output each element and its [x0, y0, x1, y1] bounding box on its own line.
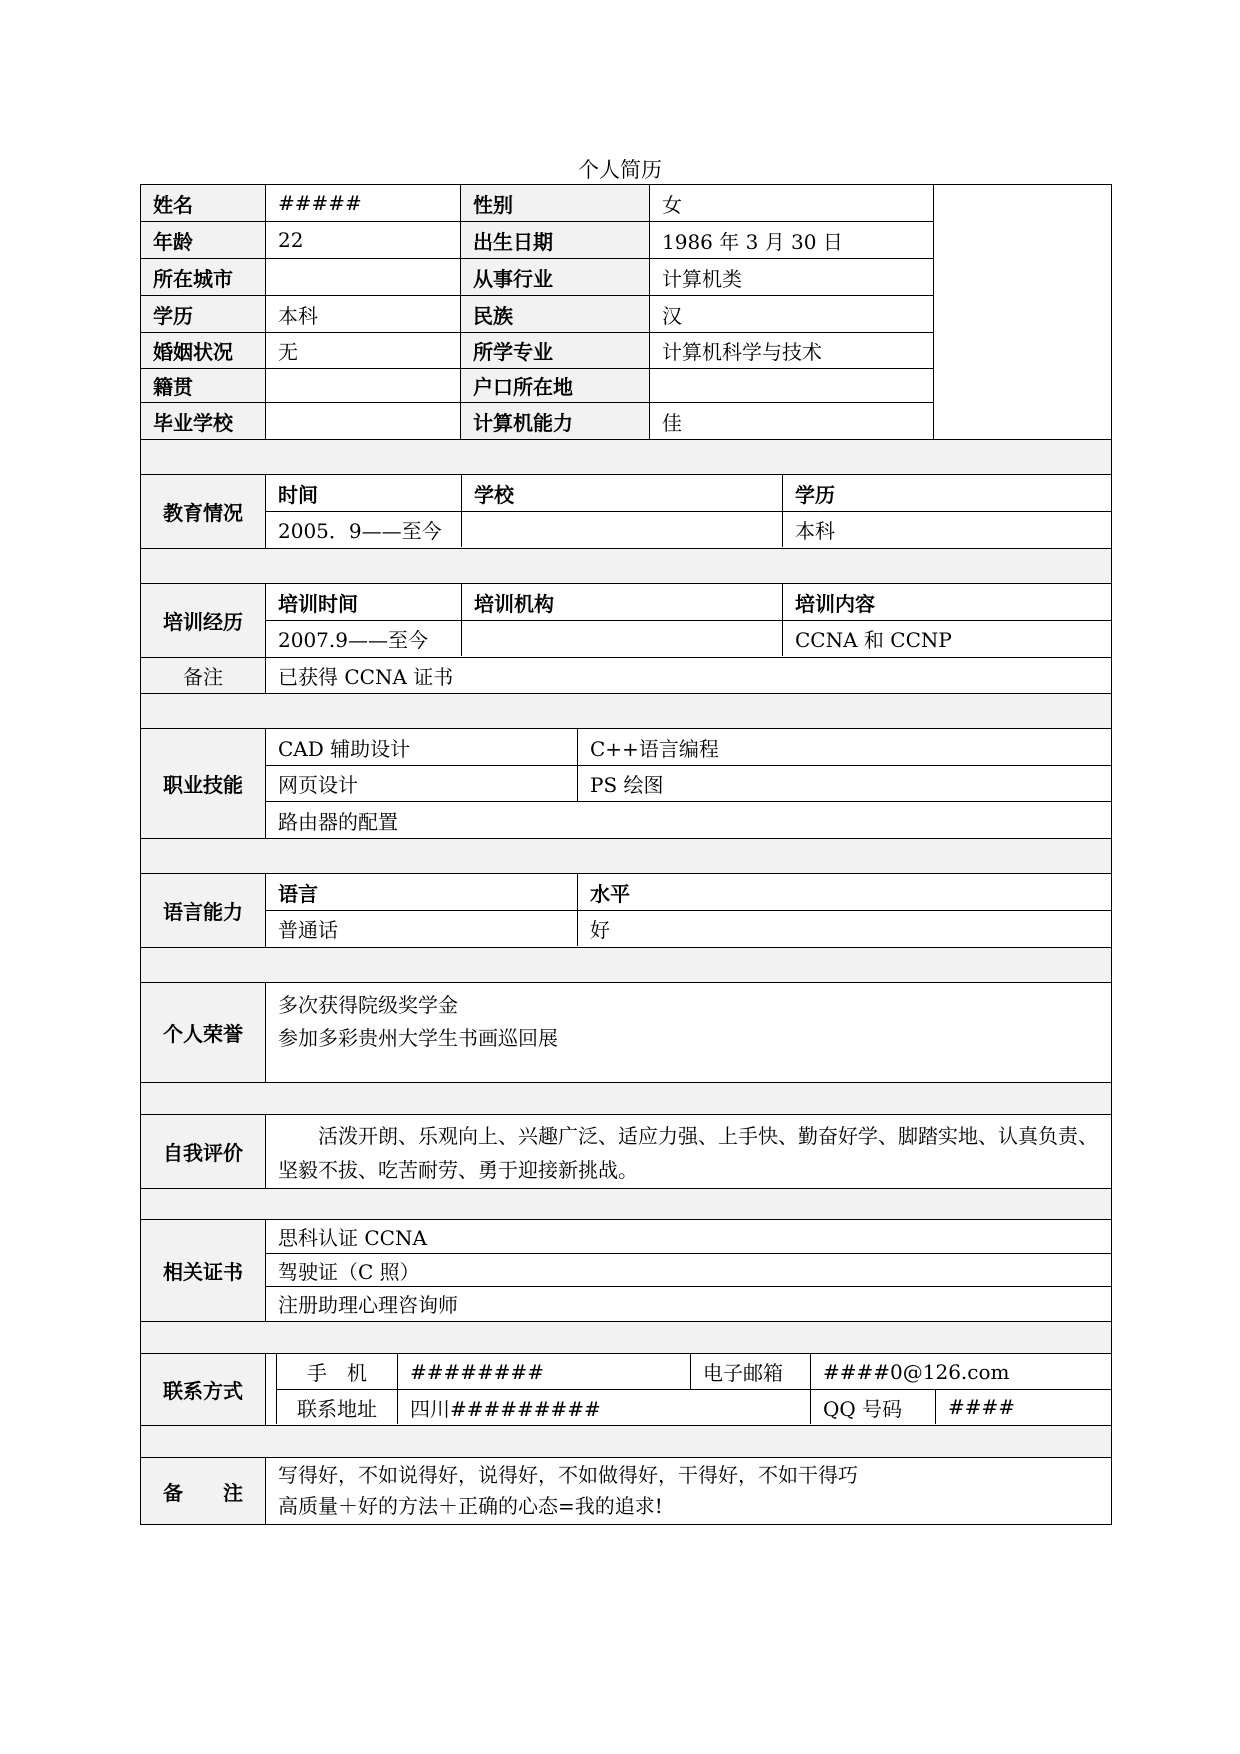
contact-row-address — [276, 1389, 1111, 1424]
language-data-row — [266, 910, 1111, 946]
value-major: 计算机科学与技术 — [649, 333, 933, 368]
cert-row — [266, 1253, 1111, 1286]
education-header-school: 学校 — [461, 475, 782, 511]
spacer-row — [141, 838, 1111, 873]
skills-section — [141, 728, 1111, 838]
language-label: 语言能力 — [141, 874, 265, 947]
self-eval-label: 自我评价 — [141, 1115, 265, 1188]
label-name: 姓名 — [141, 185, 265, 221]
page-title: 个人简历 — [578, 158, 662, 182]
label-birthdate: 出生日期 — [460, 222, 649, 258]
training-label: 培训经历 — [141, 584, 265, 657]
training-org — [461, 621, 782, 656]
skills-label: 职业技能 — [141, 729, 265, 838]
address-value: 四川######### — [397, 1390, 810, 1424]
value-industry: 计算机类 — [649, 259, 933, 295]
language-name: 普通话 — [278, 918, 338, 942]
spacer-row — [141, 1425, 1111, 1457]
cert-row — [266, 1286, 1111, 1319]
cert-item: 注册助理心理咨询师 — [278, 1292, 458, 1317]
label-gender: 性别 — [460, 185, 649, 221]
spacer-row — [141, 693, 1111, 728]
label-city: 所在城市 — [141, 259, 265, 295]
qq-value: #### — [935, 1390, 1111, 1424]
skills-row — [266, 765, 1111, 801]
photo-area — [933, 185, 1111, 439]
spacer-row — [141, 548, 1111, 583]
honor-item: 多次获得院级奖学金 — [278, 993, 458, 1017]
value-ethnicity: 汉 — [649, 296, 933, 332]
training-note-label: 备注 — [141, 658, 265, 693]
certs-section — [141, 1219, 1111, 1321]
training-section — [141, 583, 1111, 657]
basic-row-degree — [141, 295, 933, 332]
value-birthdate: 1986 年 3 月 30 日 — [649, 222, 933, 258]
cert-item: 驾驶证（C 照） — [278, 1259, 420, 1284]
value-computer-skill: 佳 — [649, 403, 933, 439]
cert-item: 思科认证 CCNA — [278, 1226, 427, 1250]
label-hukou: 户口所在地 — [460, 369, 649, 402]
cert-row — [266, 1220, 1111, 1253]
remarks-section — [141, 1457, 1111, 1524]
basic-row-city — [141, 258, 933, 295]
basic-row-school — [141, 402, 933, 439]
skill-item: 网页设计 — [278, 773, 358, 797]
education-school — [461, 512, 782, 547]
spacer-row — [141, 1082, 1111, 1114]
basic-row-name — [141, 185, 933, 221]
language-level: 好 — [577, 911, 1111, 946]
honors-label: 个人荣誉 — [141, 983, 265, 1082]
value-hukou — [649, 369, 933, 402]
remarks-text — [266, 1458, 1111, 1528]
language-header-row — [266, 874, 1111, 910]
label-origin: 籍贯 — [141, 369, 265, 402]
label-degree: 学历 — [141, 296, 265, 332]
training-header-time: 培训时间 — [278, 591, 358, 616]
basic-row-age — [141, 221, 933, 258]
value-school — [265, 403, 460, 439]
education-section — [141, 474, 1111, 548]
training-header-row — [266, 584, 1111, 620]
honor-item: 参加多彩贵州大学生书画巡回展 — [278, 1026, 558, 1050]
honors-section — [141, 982, 1111, 1082]
value-age: 22 — [265, 222, 460, 258]
contact-row-phone — [276, 1354, 1111, 1389]
honors-list — [266, 983, 1111, 1061]
label-age: 年龄 — [141, 222, 265, 258]
label-computer-skill: 计算机能力 — [460, 403, 649, 439]
skills-row — [266, 801, 1111, 838]
training-time: 2007.9——至今 — [278, 628, 428, 652]
label-ethnicity: 民族 — [460, 296, 649, 332]
skill-item: CAD 辅助设计 — [278, 736, 411, 761]
contact-label: 联系方式 — [141, 1354, 265, 1425]
certs-label: 相关证书 — [141, 1220, 265, 1321]
language-header-level: 水平 — [577, 874, 1111, 910]
training-data-row — [266, 620, 1111, 656]
training-note-row — [141, 657, 1111, 693]
phone-label: 手 机 — [307, 1361, 367, 1385]
skill-item: 路由器的配置 — [278, 809, 398, 834]
basic-row-origin — [141, 368, 933, 402]
resume-table — [140, 184, 1112, 1525]
qq-label: QQ 号码 — [810, 1390, 935, 1424]
language-section — [141, 873, 1111, 947]
value-origin — [265, 369, 460, 402]
skills-row — [266, 729, 1111, 765]
self-eval-text: 活泼开朗、乐观向上、兴趣广泛、适应力强、上手快、勤奋好学、脚踏实地、认真负责、坚毅不拔、吃苦耐劳、勇于迎接新挑战。 — [278, 1124, 1098, 1182]
contact-section — [141, 1353, 1111, 1425]
remarks-line: 高质量＋好的方法＋正确的心态=我的追求! — [278, 1494, 663, 1518]
education-label: 教育情况 — [141, 475, 265, 548]
spacer-row — [141, 439, 1111, 474]
basic-row-marital — [141, 332, 933, 368]
remarks-line: 写得好，不如说得好，说得好，不如做得好，干得好，不如干得巧 — [278, 1463, 858, 1487]
email-label: 电子邮箱 — [690, 1354, 810, 1389]
training-header-content: 培训内容 — [782, 584, 1111, 620]
value-degree: 本科 — [265, 296, 460, 332]
basic-info — [141, 185, 1111, 439]
remarks-label: 备 注 — [141, 1458, 265, 1524]
training-header-org: 培训机构 — [461, 584, 782, 620]
skill-item: PS 绘图 — [577, 766, 1111, 801]
label-marital: 婚姻状况 — [141, 333, 265, 368]
training-content: CCNA 和 CCNP — [782, 621, 1111, 656]
value-marital: 无 — [265, 333, 460, 368]
value-gender: 女 — [649, 185, 933, 221]
education-time: 2005．9——至今 — [278, 519, 442, 543]
spacer-row — [141, 1321, 1111, 1353]
value-city — [265, 259, 460, 295]
label-major: 所学专业 — [460, 333, 649, 368]
education-header-row — [266, 475, 1111, 511]
education-degree: 本科 — [782, 512, 1111, 547]
training-note: 已获得 CCNA 证书 — [265, 658, 1111, 693]
address-label: 联系地址 — [297, 1396, 377, 1421]
spacer-row — [141, 947, 1111, 982]
label-school: 毕业学校 — [141, 403, 265, 439]
spacer-row — [141, 1188, 1111, 1219]
self-eval-section — [141, 1114, 1111, 1188]
email-value: ####0@126.com — [810, 1354, 1111, 1389]
education-data-row — [266, 511, 1111, 547]
phone-value: ######## — [397, 1354, 690, 1389]
label-industry: 从事行业 — [460, 259, 649, 295]
value-name: ##### — [265, 185, 460, 221]
skill-item: C++语言编程 — [577, 729, 1111, 765]
education-header-degree: 学历 — [782, 475, 1111, 511]
language-header-lang: 语言 — [278, 881, 318, 906]
education-header-time: 时间 — [278, 482, 318, 507]
